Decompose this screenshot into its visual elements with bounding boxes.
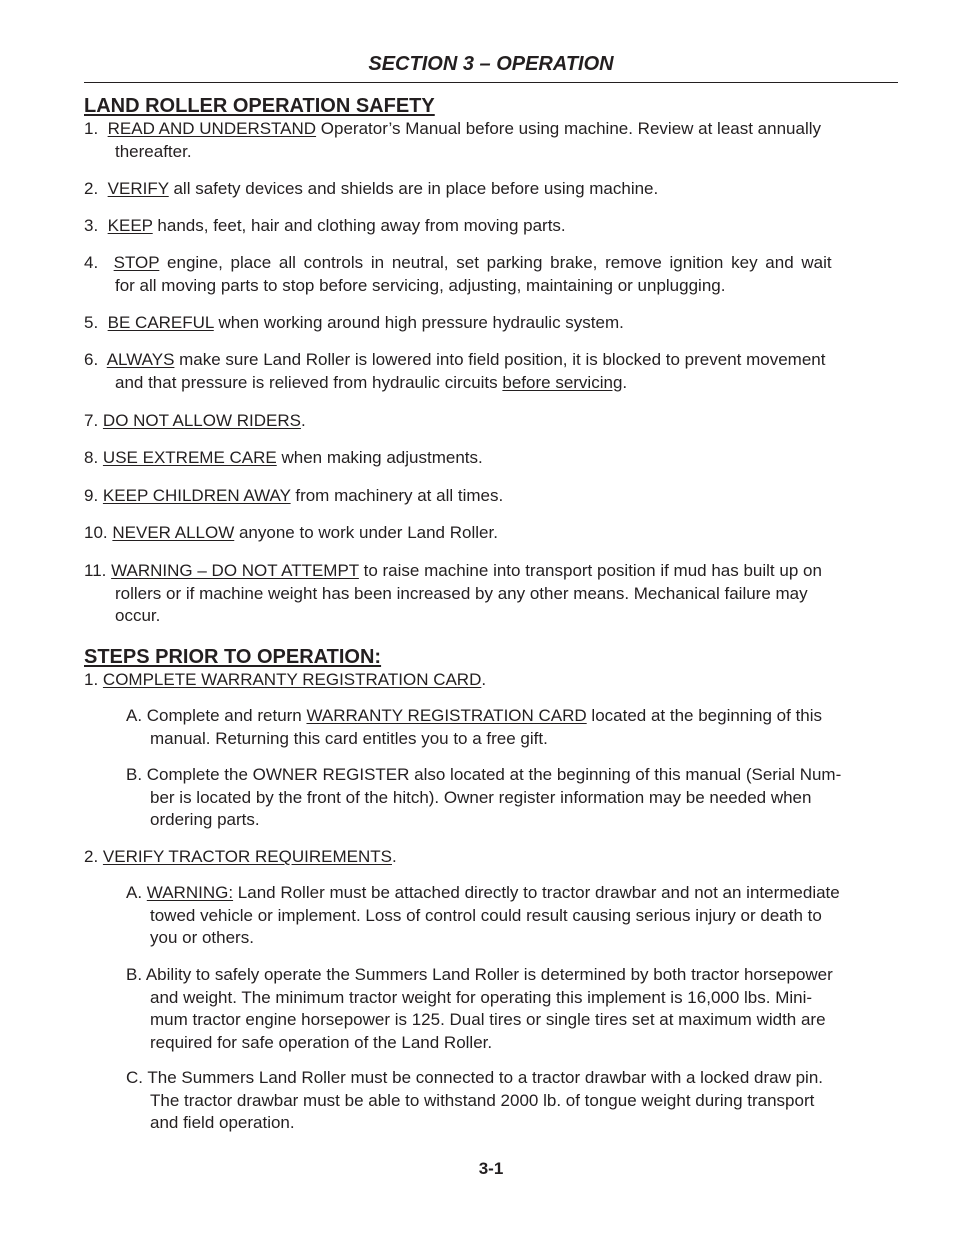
safety-item-6: 6. ALWAYS make sure Land Roller is lowered into field position, it is blocked to prevent movement and that pressure is relieved from hydraulic circuits before servicing. bbox=[84, 350, 826, 392]
step-2b: B. Ability to safely operate the Summers Land Roller is determined by both tractor horsepower and weight. The minimum tractor weight for operating this implement is 16,000 lbs. Mini- mum tractor engine horsepower is 125. Dual tires or single tires set at maximum width are required for safe operation of the Land Roller. bbox=[126, 965, 833, 1052]
safety-item-5: 5. BE CAREFUL when working around high pressure hydraulic system. bbox=[84, 313, 624, 332]
step-2a: A. WARNING: Land Roller must be attached directly to tractor drawbar and not an intermediate towed vehicle or implement. Loss of control could result causing serious injury or death to you or others. bbox=[126, 883, 840, 947]
page-number: 3-1 bbox=[478, 1159, 504, 1178]
steps-heading: STEPS PRIOR TO OPERATION: bbox=[84, 646, 382, 668]
safety-item-7: 7. DO NOT ALLOW RIDERS. bbox=[84, 411, 306, 430]
safety-item-9: 9. KEEP CHILDREN AWAY from machinery at all times. bbox=[84, 486, 504, 505]
safety-item-3: 3. KEEP hands, feet, hair and clothing away from moving parts. bbox=[84, 216, 566, 235]
safety-item-2: 2. VERIFY all safety devices and shields are in place before using machine. bbox=[84, 179, 659, 198]
step-1b: B. Complete the OWNER REGISTER also located at the beginning of this manual (Serial Num- ber is located by the front of the hitch). Owner register information may be needed when ordering parts. bbox=[126, 765, 842, 829]
step-1a: A. Complete and return WARRANTY REGISTRATION CARD located at the beginning of this manual. Returning this card entitles you to a free gift. bbox=[126, 706, 823, 748]
section-title: SECTION 3 – OPERATION bbox=[368, 53, 614, 75]
safety-item-4: 4. STOP engine, place all controls in neutral, set parking brake, remove ignition key and wait for all moving parts to stop before servicing, adjusting, maintaining or unplugging. bbox=[84, 253, 832, 295]
step-2: 2. VERIFY TRACTOR REQUIREMENTS. bbox=[84, 847, 397, 866]
header-rule bbox=[84, 82, 898, 83]
safety-heading: LAND ROLLER OPERATION SAFETY bbox=[84, 95, 435, 117]
step-2c: C. The Summers Land Roller must be connected to a tractor drawbar with a locked draw pin. The tractor drawbar must be able to withstand 2000 lb. of tongue weight during transport and field operation. bbox=[126, 1068, 824, 1132]
safety-item-11: 11. WARNING – DO NOT ATTEMPT to raise machine into transport position if mud has built up on rollers or if machine weight has been increased by any other means. Mechanical failure may occur. bbox=[84, 561, 822, 625]
safety-item-10: 10. NEVER ALLOW anyone to work under Land Roller. bbox=[84, 523, 498, 542]
safety-item-8: 8. USE EXTREME CARE when making adjustments. bbox=[84, 448, 483, 467]
safety-item-1: 1. READ AND UNDERSTAND Operator’s Manual before using machine. Review at least annually thereafter. bbox=[84, 119, 822, 161]
step-1: 1. COMPLETE WARRANTY REGISTRATION CARD. bbox=[84, 670, 487, 689]
